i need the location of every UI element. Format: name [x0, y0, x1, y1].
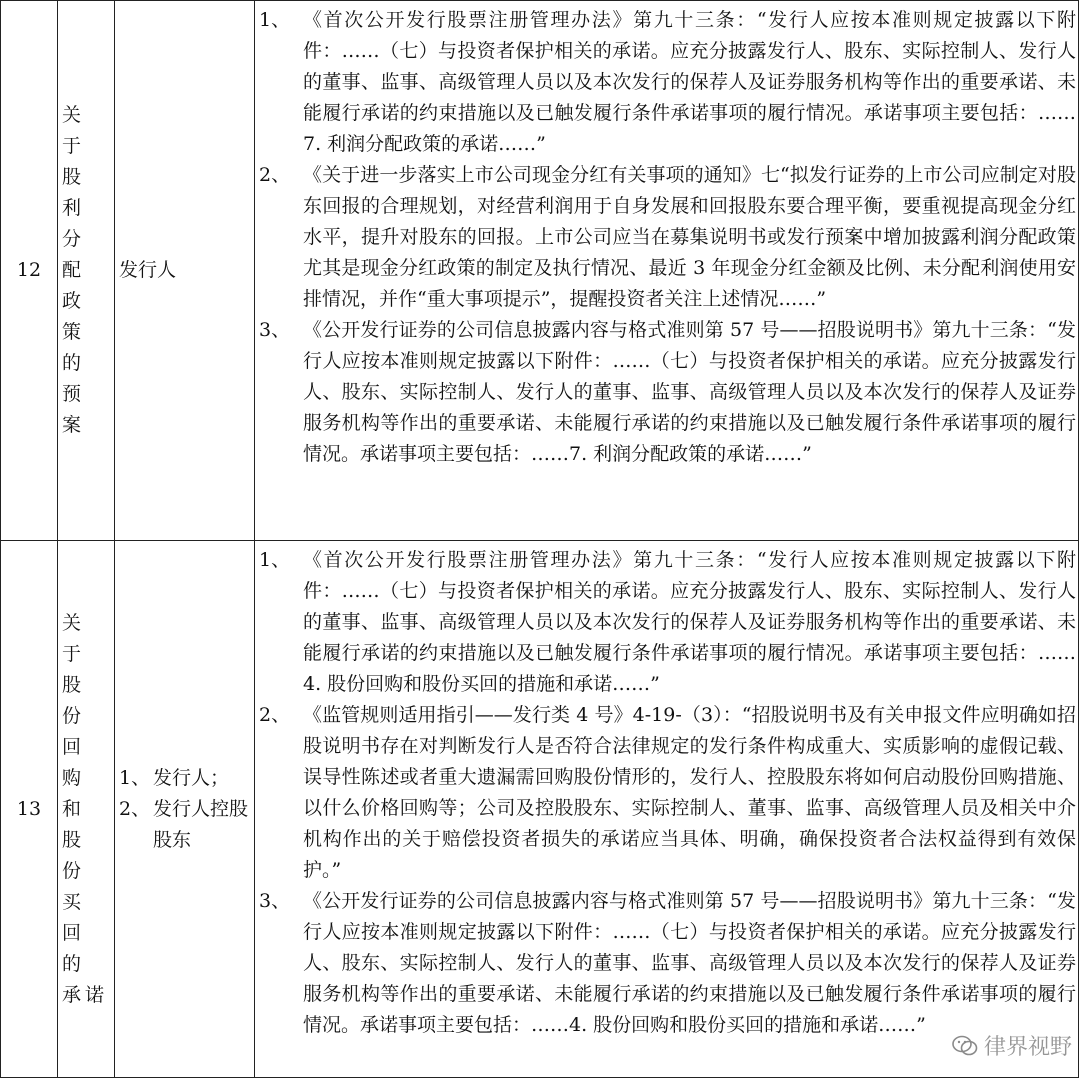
row-number: 13 — [1, 541, 58, 1078]
basis-item-number: 1、 — [259, 9, 291, 31]
watermark-text: 律界视野 — [983, 1035, 1072, 1060]
topic-line: 关 于 — [62, 611, 86, 665]
subject-cell — [115, 1, 255, 541]
basis-item-number: 2、 — [259, 164, 291, 186]
topic-cell — [58, 541, 115, 1078]
topic-line: 政 策 — [62, 290, 86, 343]
basis-item-text: 《监管规则适用指引——发行类 4 号》4-19-（3）：“招股说明书及有关申报文件应明确如招股说明书存在对判断发行人是否符合法律规定的发行条件构成重大、实质影响的虚假记载、误导性陈述或者重大遗漏需回购股份情形的，发行人、控股股东将如何启动股份回购措施、以什么价格回购等；公司及控股股东、实际控制人、董事、监事、高级管理人员及相关中介机构作出的关于赔偿投资者损失的承诺应当具体、明确，确保投资者合法权益得到有效保护。” — [303, 704, 1076, 881]
basis-cell — [255, 541, 1079, 1078]
basis-item — [257, 160, 1076, 315]
table-row — [1, 1, 1079, 541]
basis-item-number: 2、 — [259, 704, 291, 726]
basis-item-text: 《公开发行证券的公司信息披露内容与格式准则第 57 号——招股说明书》第九十三条：“发行人应按本准则规定披露以下附件：……（七）与投资者保护相关的承诺。应充分披露发行人、股东、实际控制人、发行人的董事、监事、高级管理人员以及本次发行的保荐人及证券服务机构等作出的重要承诺、未能履行承诺的约束措施以及已触发履行条件承诺事项的履行情况。承诺事项主要包括：……4. 股份回购和股份买回的措施和承诺……” — [303, 890, 1076, 1036]
basis-item — [257, 315, 1076, 470]
basis-item — [257, 700, 1076, 886]
subject-text: 发行人； — [153, 766, 230, 789]
basis-item-text: 《关于进一步落实上市公司现金分红有关事项的通知》七“拟发行证券的上市公司应制定对股东回报的合理规划，对经营利润用于自身发展和回报股东要合理平衡，要重视提高现金分红水平，提升对股东的回报。上市公司应当在募集说明书或发行预案中增加披露利润分配政策尤其是现金分红政策的制定及执行情况、最近 3 年现金分红金额及比例、未分配利润使用安排情况，并作“重大事项提示”，提醒投资者关注上述情况……” — [303, 164, 1076, 310]
subject-number: 2、 — [119, 797, 151, 820]
row-number: 12 — [1, 1, 58, 541]
topic-line: 承诺 — [62, 983, 109, 1006]
topic-line: 股 份 — [62, 673, 86, 727]
basis-item-number: 1、 — [259, 549, 291, 571]
topic-line: 和 股 — [62, 797, 86, 851]
topic-line: 回 的 — [62, 921, 86, 975]
subject-text: 发行人 — [119, 259, 177, 281]
subject-item — [119, 255, 252, 286]
basis-item-number: 3、 — [259, 890, 291, 912]
topic-line: 份 买 — [62, 859, 86, 913]
basis-item — [257, 545, 1076, 700]
basis-item-number: 3、 — [259, 319, 291, 341]
subject-cell — [115, 541, 255, 1078]
watermark — [952, 1030, 1072, 1061]
topic-line: 的 预 — [62, 352, 86, 405]
basis-item-text: 《公开发行证券的公司信息披露内容与格式准则第 57 号——招股说明书》第九十三条：“发行人应按本准则规定披露以下附件：……（七）与投资者保护相关的承诺。应充分披露发行人、股东、实际控制人、发行人的董事、监事、高级管理人员以及本次发行的保荐人及证券服务机构等作出的重要承诺、未能履行承诺的约束措施以及已触发履行条件承诺事项的履行情况。承诺事项主要包括：……7. 利润分配政策的承诺……” — [303, 319, 1076, 465]
basis-cell — [255, 1, 1079, 541]
basis-item — [257, 5, 1076, 160]
topic-cell — [58, 1, 115, 541]
wechat-icon — [952, 1035, 978, 1057]
basis-item — [257, 886, 1076, 1041]
table-row — [1, 541, 1079, 1078]
subject-text: 发行人控股股东 — [153, 797, 249, 851]
topic-line: 股 利 — [62, 166, 86, 219]
subject-item — [119, 794, 252, 856]
subject-number: 1、 — [119, 766, 151, 789]
topic-line: 案 — [62, 414, 86, 436]
basis-item-text: 《首次公开发行股票注册管理办法》第九十三条：“发行人应按本准则规定披露以下附件：……（七）与投资者保护相关的承诺。应充分披露发行人、股东、实际控制人、发行人的董事、监事、高级管理人员以及本次发行的保荐人及证券服务机构等作出的重要承诺、未能履行承诺的约束措施以及已触发履行条件承诺事项的履行情况。承诺事项主要包括：……7. 利润分配政策的承诺……” — [303, 9, 1076, 155]
topic-line: 关 于 — [62, 104, 86, 157]
basis-item-text: 《首次公开发行股票注册管理办法》第九十三条：“发行人应按本准则规定披露以下附件：……（七）与投资者保护相关的承诺。应充分披露发行人、股东、实际控制人、发行人的董事、监事、高级管理人员以及本次发行的保荐人及证券服务机构等作出的重要承诺、未能履行承诺的约束措施以及已触发履行条件承诺事项的履行情况。承诺事项主要包括：……4. 股份回购和股份买回的措施和承诺……” — [303, 549, 1076, 695]
topic-line: 分 配 — [62, 228, 86, 281]
subject-item — [119, 763, 252, 794]
topic-line: 回 购 — [62, 735, 86, 789]
